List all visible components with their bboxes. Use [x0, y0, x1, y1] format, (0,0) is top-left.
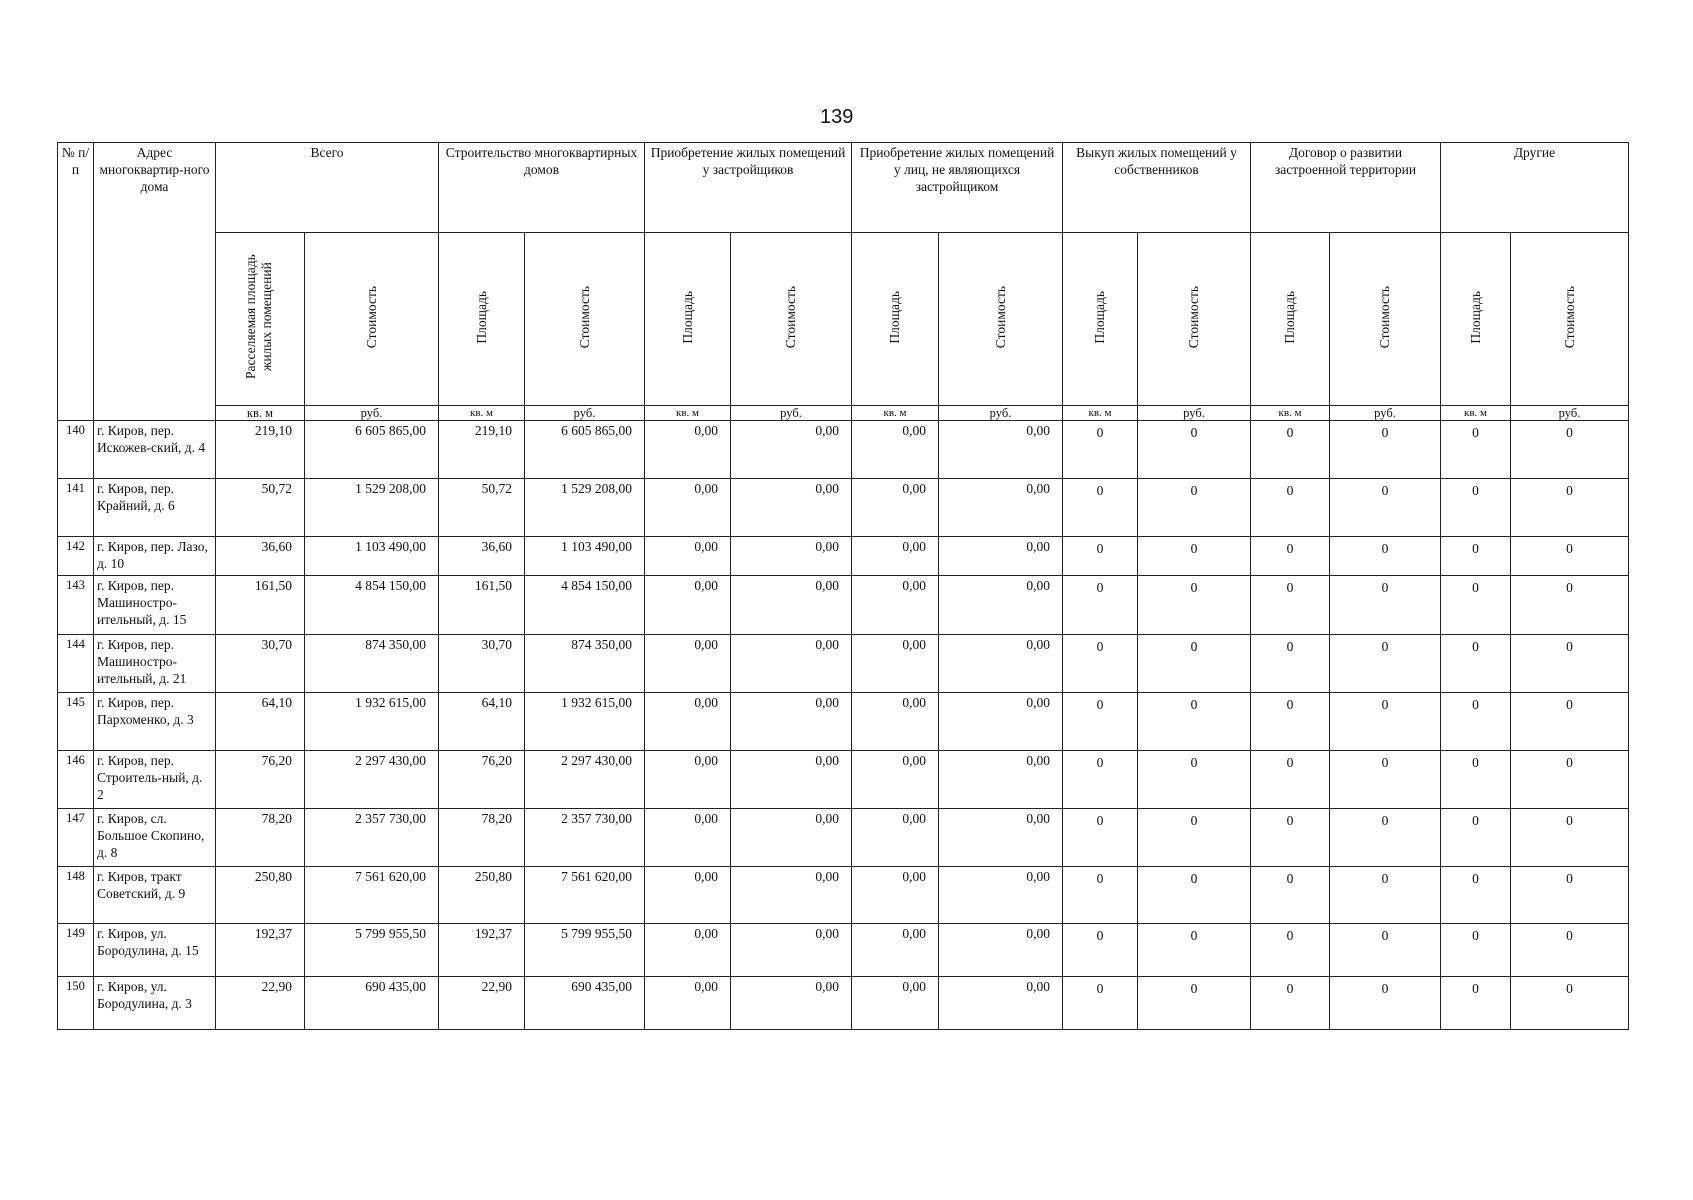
other-area-cell: 0 [1441, 867, 1511, 924]
total-cost-cell: 6 605 865,00 [305, 421, 439, 479]
construction-area-cell: 76,20 [439, 751, 525, 809]
row-number: 144 [58, 635, 94, 693]
buyout-cost-cell: 0 [1138, 809, 1251, 867]
page-number: 139 [820, 106, 854, 128]
construction-area-cell: 192,37 [439, 924, 525, 977]
contract-area-cell: 0 [1251, 421, 1330, 479]
table-row [58, 421, 1629, 479]
contract-cost-cell: 0 [1330, 924, 1441, 977]
non-developer-cost-cell: 0,00 [939, 635, 1063, 693]
address-cell: г. Киров, ул. Бородулина, д. 3 [94, 977, 216, 1030]
other-cost-cell: 0 [1511, 576, 1629, 635]
other-area-cell: 0 [1441, 479, 1511, 537]
developer-cost-cell: 0,00 [731, 693, 852, 751]
unit-area: кв. м [1251, 406, 1330, 421]
buyout-cost-cell: 0 [1138, 924, 1251, 977]
other-area-cell: 0 [1441, 809, 1511, 867]
total-area-cell: 36,60 [216, 537, 305, 576]
buyout-area-cell: 0 [1063, 924, 1138, 977]
total-area-cell: 161,50 [216, 576, 305, 635]
address-cell: г. Киров, ул. Бородулина, д. 15 [94, 924, 216, 977]
unit-cost: руб. [939, 406, 1063, 421]
total-cost-cell: 2 357 730,00 [305, 809, 439, 867]
non-developer-area-cell: 0,00 [852, 751, 939, 809]
total-area-cell: 76,20 [216, 751, 305, 809]
contract-area-cell: 0 [1251, 867, 1330, 924]
unit-cost: руб. [305, 406, 439, 421]
contract-area-cell: 0 [1251, 809, 1330, 867]
contract-area-cell: 0 [1251, 576, 1330, 635]
developer-cost-cell: 0,00 [731, 924, 852, 977]
non-developer-cost-cell: 0,00 [939, 977, 1063, 1030]
contract-area-cell: 0 [1251, 977, 1330, 1030]
unit-area: кв. м [1441, 406, 1511, 421]
other-area-cell: 0 [1441, 537, 1511, 576]
table-row [58, 924, 1629, 977]
total-area-cell: 22,90 [216, 977, 305, 1030]
header-row-number: № п/п [58, 143, 94, 421]
buyout-cost-cell: 0 [1138, 421, 1251, 479]
buyout-cost-cell: 0 [1138, 693, 1251, 751]
buyout-area-cell: 0 [1063, 635, 1138, 693]
subheader-cost: Стоимость [1138, 233, 1251, 406]
unit-cost: руб. [1511, 406, 1629, 421]
total-cost-cell: 1 529 208,00 [305, 479, 439, 537]
contract-area-cell: 0 [1251, 479, 1330, 537]
table-row [58, 751, 1629, 809]
construction-area-cell: 30,70 [439, 635, 525, 693]
subheader-resettled-area: Расселяемая площадь жилых помещений [216, 233, 305, 406]
other-cost-cell: 0 [1511, 479, 1629, 537]
construction-area-cell: 161,50 [439, 576, 525, 635]
developer-area-cell: 0,00 [645, 421, 731, 479]
row-number: 146 [58, 751, 94, 809]
buyout-cost-cell: 0 [1138, 635, 1251, 693]
contract-area-cell: 0 [1251, 537, 1330, 576]
unit-area: кв. м [645, 406, 731, 421]
non-developer-area-cell: 0,00 [852, 867, 939, 924]
row-number: 150 [58, 977, 94, 1030]
buyout-area-cell: 0 [1063, 977, 1138, 1030]
non-developer-cost-cell: 0,00 [939, 867, 1063, 924]
developer-cost-cell: 0,00 [731, 635, 852, 693]
total-area-cell: 50,72 [216, 479, 305, 537]
address-cell: г. Киров, пер. Лазо, д. 10 [94, 537, 216, 576]
address-cell: г. Киров, сл. Большое Скопино, д. 8 [94, 809, 216, 867]
non-developer-area-cell: 0,00 [852, 479, 939, 537]
total-area-cell: 219,10 [216, 421, 305, 479]
developer-area-cell: 0,00 [645, 576, 731, 635]
contract-cost-cell: 0 [1330, 977, 1441, 1030]
non-developer-cost-cell: 0,00 [939, 693, 1063, 751]
construction-cost-cell: 1 103 490,00 [525, 537, 645, 576]
subheader-area: Площадь [1441, 233, 1511, 406]
buyout-cost-cell: 0 [1138, 479, 1251, 537]
buyout-area-cell: 0 [1063, 576, 1138, 635]
buyout-area-cell: 0 [1063, 809, 1138, 867]
non-developer-area-cell: 0,00 [852, 809, 939, 867]
contract-cost-cell: 0 [1330, 693, 1441, 751]
unit-area: кв. м [439, 406, 525, 421]
subheader-cost: Стоимость [731, 233, 852, 406]
construction-area-cell: 250,80 [439, 867, 525, 924]
contract-cost-cell: 0 [1330, 809, 1441, 867]
unit-area: кв. м [216, 406, 305, 421]
non-developer-cost-cell: 0,00 [939, 576, 1063, 635]
non-developer-area-cell: 0,00 [852, 421, 939, 479]
developer-cost-cell: 0,00 [731, 977, 852, 1030]
construction-cost-cell: 1 932 615,00 [525, 693, 645, 751]
total-area-cell: 64,10 [216, 693, 305, 751]
header-address: Адрес многоквартир-ного дома [94, 143, 216, 421]
buyout-area-cell: 0 [1063, 421, 1138, 479]
contract-area-cell: 0 [1251, 693, 1330, 751]
contract-cost-cell: 0 [1330, 537, 1441, 576]
row-number: 141 [58, 479, 94, 537]
developer-cost-cell: 0,00 [731, 751, 852, 809]
subheader-area: Площадь [439, 233, 525, 406]
other-cost-cell: 0 [1511, 977, 1629, 1030]
row-number: 147 [58, 809, 94, 867]
other-area-cell: 0 [1441, 421, 1511, 479]
header-group-construction: Строительство многоквартирных домов [439, 143, 645, 233]
contract-cost-cell: 0 [1330, 751, 1441, 809]
construction-cost-cell: 2 357 730,00 [525, 809, 645, 867]
total-area-cell: 192,37 [216, 924, 305, 977]
table-row [58, 537, 1629, 576]
buyout-cost-cell: 0 [1138, 576, 1251, 635]
other-area-cell: 0 [1441, 635, 1511, 693]
non-developer-cost-cell: 0,00 [939, 924, 1063, 977]
total-cost-cell: 1 103 490,00 [305, 537, 439, 576]
header-group-purchase-non-developers: Приобретение жилых помещений у лиц, не являющихся застройщиком [852, 143, 1063, 233]
buyout-area-cell: 0 [1063, 867, 1138, 924]
other-cost-cell: 0 [1511, 537, 1629, 576]
table-body [58, 421, 1629, 1030]
construction-area-cell: 22,90 [439, 977, 525, 1030]
developer-area-cell: 0,00 [645, 924, 731, 977]
unit-area: кв. м [852, 406, 939, 421]
construction-cost-cell: 1 529 208,00 [525, 479, 645, 537]
subheader-cost: Стоимость [1330, 233, 1441, 406]
unit-cost: руб. [1330, 406, 1441, 421]
construction-cost-cell: 7 561 620,00 [525, 867, 645, 924]
construction-area-cell: 50,72 [439, 479, 525, 537]
contract-area-cell: 0 [1251, 924, 1330, 977]
non-developer-cost-cell: 0,00 [939, 809, 1063, 867]
developer-area-cell: 0,00 [645, 867, 731, 924]
table-row [58, 693, 1629, 751]
subheader-area: Площадь [852, 233, 939, 406]
unit-cost: руб. [525, 406, 645, 421]
construction-cost-cell: 874 350,00 [525, 635, 645, 693]
unit-cost: руб. [1138, 406, 1251, 421]
other-cost-cell: 0 [1511, 635, 1629, 693]
address-cell: г. Киров, тракт Советский, д. 9 [94, 867, 216, 924]
unit-area: кв. м [1063, 406, 1138, 421]
table-row [58, 635, 1629, 693]
total-cost-cell: 2 297 430,00 [305, 751, 439, 809]
address-cell: г. Киров, пер. Машиностро-ительный, д. 21 [94, 635, 216, 693]
address-cell: г. Киров, пер. Искожев-ский, д. 4 [94, 421, 216, 479]
unit-cost: руб. [731, 406, 852, 421]
other-area-cell: 0 [1441, 751, 1511, 809]
non-developer-cost-cell: 0,00 [939, 479, 1063, 537]
developer-cost-cell: 0,00 [731, 576, 852, 635]
subheader-area: Площадь [645, 233, 731, 406]
other-cost-cell: 0 [1511, 693, 1629, 751]
developer-area-cell: 0,00 [645, 977, 731, 1030]
total-area-cell: 30,70 [216, 635, 305, 693]
buyout-area-cell: 0 [1063, 479, 1138, 537]
row-number: 143 [58, 576, 94, 635]
row-number: 140 [58, 421, 94, 479]
subheader-area: Площадь [1251, 233, 1330, 406]
buyout-cost-cell: 0 [1138, 751, 1251, 809]
resettlement-table [57, 142, 1629, 1030]
non-developer-cost-cell: 0,00 [939, 751, 1063, 809]
header-group-purchase-developers: Приобретение жилых помещений у застройщиков [645, 143, 852, 233]
other-area-cell: 0 [1441, 924, 1511, 977]
row-number: 142 [58, 537, 94, 576]
construction-area-cell: 219,10 [439, 421, 525, 479]
construction-cost-cell: 2 297 430,00 [525, 751, 645, 809]
table-row [58, 479, 1629, 537]
developer-area-cell: 0,00 [645, 693, 731, 751]
construction-area-cell: 64,10 [439, 693, 525, 751]
total-cost-cell: 1 932 615,00 [305, 693, 439, 751]
table-row [58, 977, 1629, 1030]
subheader-cost: Стоимость [525, 233, 645, 406]
row-number: 149 [58, 924, 94, 977]
construction-cost-cell: 690 435,00 [525, 977, 645, 1030]
non-developer-area-cell: 0,00 [852, 537, 939, 576]
construction-area-cell: 78,20 [439, 809, 525, 867]
buyout-cost-cell: 0 [1138, 537, 1251, 576]
subheader-cost: Стоимость [305, 233, 439, 406]
non-developer-area-cell: 0,00 [852, 924, 939, 977]
developer-cost-cell: 0,00 [731, 421, 852, 479]
buyout-cost-cell: 0 [1138, 867, 1251, 924]
developer-cost-cell: 0,00 [731, 867, 852, 924]
contract-cost-cell: 0 [1330, 867, 1441, 924]
table-row [58, 809, 1629, 867]
total-cost-cell: 874 350,00 [305, 635, 439, 693]
construction-cost-cell: 6 605 865,00 [525, 421, 645, 479]
header-group-other: Другие [1441, 143, 1629, 233]
subheader-area: Площадь [1063, 233, 1138, 406]
construction-area-cell: 36,60 [439, 537, 525, 576]
address-cell: г. Киров, пер. Строитель-ный, д. 2 [94, 751, 216, 809]
buyout-area-cell: 0 [1063, 537, 1138, 576]
subheader-cost: Стоимость [1511, 233, 1629, 406]
address-cell: г. Киров, пер. Крайний, д. 6 [94, 479, 216, 537]
contract-cost-cell: 0 [1330, 576, 1441, 635]
non-developer-cost-cell: 0,00 [939, 421, 1063, 479]
buyout-cost-cell: 0 [1138, 977, 1251, 1030]
table-row [58, 867, 1629, 924]
developer-area-cell: 0,00 [645, 479, 731, 537]
row-number: 145 [58, 693, 94, 751]
header-group-development-contract: Договор о развитии застроенной территории [1251, 143, 1441, 233]
developer-area-cell: 0,00 [645, 635, 731, 693]
total-area-cell: 78,20 [216, 809, 305, 867]
non-developer-area-cell: 0,00 [852, 576, 939, 635]
construction-cost-cell: 4 854 150,00 [525, 576, 645, 635]
row-number: 148 [58, 867, 94, 924]
total-area-cell: 250,80 [216, 867, 305, 924]
developer-cost-cell: 0,00 [731, 479, 852, 537]
non-developer-area-cell: 0,00 [852, 635, 939, 693]
other-cost-cell: 0 [1511, 924, 1629, 977]
contract-area-cell: 0 [1251, 635, 1330, 693]
table-header [58, 143, 1629, 421]
header-group-total: Всего [216, 143, 439, 233]
total-cost-cell: 690 435,00 [305, 977, 439, 1030]
contract-area-cell: 0 [1251, 751, 1330, 809]
other-cost-cell: 0 [1511, 421, 1629, 479]
non-developer-area-cell: 0,00 [852, 977, 939, 1030]
address-cell: г. Киров, пер. Пархоменко, д. 3 [94, 693, 216, 751]
table-row [58, 576, 1629, 635]
other-cost-cell: 0 [1511, 867, 1629, 924]
other-cost-cell: 0 [1511, 751, 1629, 809]
subheader-cost: Стоимость [939, 233, 1063, 406]
other-area-cell: 0 [1441, 576, 1511, 635]
contract-cost-cell: 0 [1330, 635, 1441, 693]
construction-cost-cell: 5 799 955,50 [525, 924, 645, 977]
total-cost-cell: 4 854 150,00 [305, 576, 439, 635]
developer-area-cell: 0,00 [645, 751, 731, 809]
total-cost-cell: 5 799 955,50 [305, 924, 439, 977]
other-cost-cell: 0 [1511, 809, 1629, 867]
header-group-buyout: Выкуп жилых помещений у собственников [1063, 143, 1251, 233]
other-area-cell: 0 [1441, 977, 1511, 1030]
non-developer-cost-cell: 0,00 [939, 537, 1063, 576]
contract-cost-cell: 0 [1330, 421, 1441, 479]
total-cost-cell: 7 561 620,00 [305, 867, 439, 924]
buyout-area-cell: 0 [1063, 693, 1138, 751]
non-developer-area-cell: 0,00 [852, 693, 939, 751]
address-cell: г. Киров, пер. Машиностро-ительный, д. 15 [94, 576, 216, 635]
developer-cost-cell: 0,00 [731, 809, 852, 867]
developer-area-cell: 0,00 [645, 537, 731, 576]
contract-cost-cell: 0 [1330, 479, 1441, 537]
other-area-cell: 0 [1441, 693, 1511, 751]
buyout-area-cell: 0 [1063, 751, 1138, 809]
developer-area-cell: 0,00 [645, 809, 731, 867]
developer-cost-cell: 0,00 [731, 537, 852, 576]
